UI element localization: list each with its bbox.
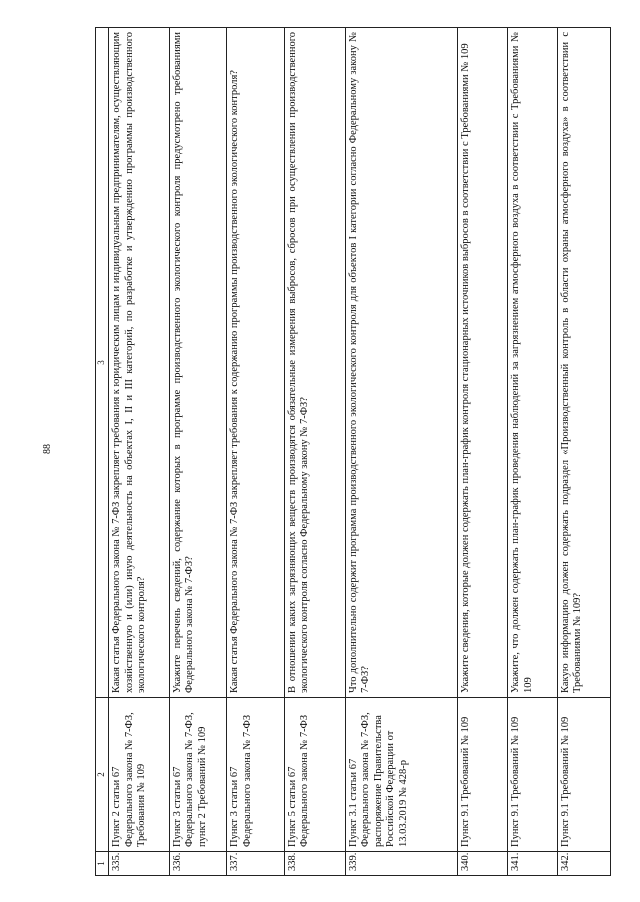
table-row bbox=[458, 28, 508, 876]
row-reference: Пункт 9.1 Требований № 109 bbox=[458, 698, 508, 852]
row-question: Какая статья Федерального закона № 7-ФЗ закрепляет требования к юридическим лицам и индивидуальным предпринимателям, осуществляющим хозяйственную и (или) иную деятельность на объектах I, II и III категорий, по разработке и утверждению программы производственного экологического контроля? bbox=[109, 28, 170, 698]
row-question: Укажите сведения, которые должен содержать план-график контроля стационарных источников выбросов в соответствии с Требованиями № 109 bbox=[458, 28, 508, 698]
row-number: 339. bbox=[345, 852, 458, 876]
table-row bbox=[284, 28, 345, 876]
row-reference: Пункт 2 статьи 67 Федерального закона № 7-ФЗ, Требования № 109 bbox=[109, 698, 170, 852]
table-row bbox=[345, 28, 458, 876]
row-reference: Пункт 5 статьи 67 Федерального закона № 7-ФЗ bbox=[284, 698, 345, 852]
column-header-reference: 2 bbox=[96, 698, 109, 852]
row-reference: Пункт 9.1 Требований № 109 bbox=[557, 698, 610, 852]
table-row bbox=[169, 28, 226, 876]
row-question: В отношении каких загрязняющих веществ производятся обязательные измерения выбросов, сбросов при осуществлении производственного экологического контроля согласно Федеральному закону № 7-ФЗ? bbox=[284, 28, 345, 698]
row-number: 336. bbox=[169, 852, 226, 876]
row-question: Какую информацию должен содержать подраздел «Производственный контроль в области охраны атмосферного воздуха» в соответствии с Требованиями № 109? bbox=[557, 28, 610, 698]
page-number: 88 bbox=[42, 444, 53, 454]
row-question: Укажите перечень сведений, содержание которых в программе производственного экологического контроля предусмотрено требованиями Федерального закона № 7-ФЗ? bbox=[169, 28, 226, 698]
questions-table bbox=[95, 27, 611, 876]
table-frame bbox=[95, 28, 611, 876]
table-row bbox=[109, 28, 170, 876]
row-reference: Пункт 3 статьи 67 Федерального закона № 7-ФЗ, пункт 2 Требований № 109 bbox=[169, 698, 226, 852]
row-question: Укажите, что должен содержать план-график проведения наблюдений за загрязнением атмосферного воздуха в соответствии с Требованиями № 109 bbox=[508, 28, 558, 698]
column-header-number: 1 bbox=[96, 852, 109, 876]
row-question: Что дополнительно содержит программа производственного экологического контроля для объектов I категории согласно Федеральному закону № 7-ФЗ? bbox=[345, 28, 458, 698]
row-reference: Пункт 3 статьи 67 Федерального закона № 7-ФЗ bbox=[227, 698, 284, 852]
table-header-row bbox=[96, 28, 109, 876]
row-reference: Пункт 3.1 статьи 67 Федерального закона № 7-ФЗ, распоряжение Правительства Российской Федерации от 13.03.2019 № 428-р bbox=[345, 698, 458, 852]
row-reference: Пункт 9.1 Требований № 109 bbox=[508, 698, 558, 852]
row-number: 338. bbox=[284, 852, 345, 876]
row-number: 335. bbox=[109, 852, 170, 876]
column-header-question: 3 bbox=[96, 28, 109, 698]
table-row bbox=[227, 28, 284, 876]
row-number: 342. bbox=[557, 852, 610, 876]
rotated-table-container bbox=[95, 28, 611, 876]
table-row bbox=[557, 28, 610, 876]
table-row bbox=[508, 28, 558, 876]
row-number: 340. bbox=[458, 852, 508, 876]
row-number: 341. bbox=[508, 852, 558, 876]
row-number: 337. bbox=[227, 852, 284, 876]
row-question: Какая статья Федерального закона № 7-ФЗ закрепляет требования к содержанию программы производственного экологического контроля? bbox=[227, 28, 284, 698]
